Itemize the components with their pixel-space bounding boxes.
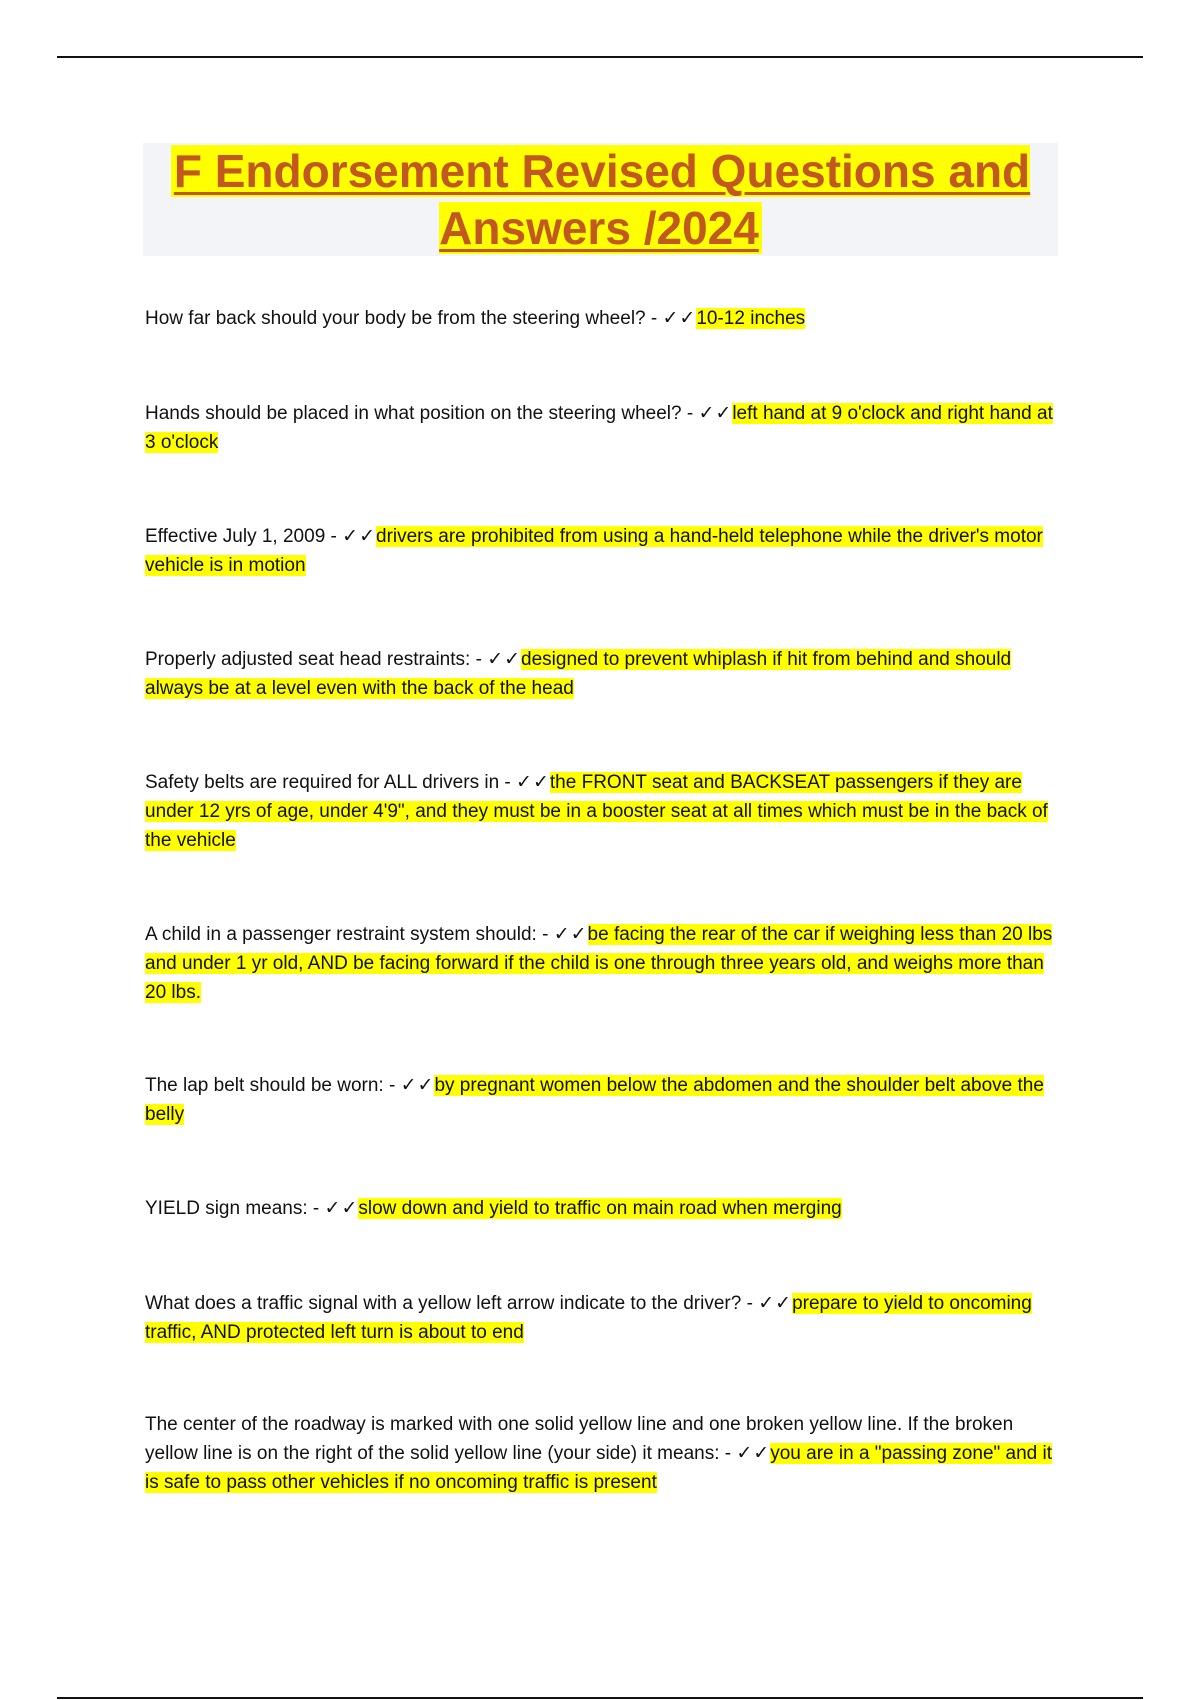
separator: -: [719, 1443, 737, 1464]
question-text: The center of the roadway is marked with one solid yellow line and one broken yellow line. If the broken yellow line is on the right of the solid yellow line (your side) it means:: [145, 1414, 1014, 1464]
separator: -: [536, 924, 554, 945]
check-mark-icon: ✓✓: [662, 308, 697, 329]
answer-text: left hand at 9 o'clock and right hand at 3 o'clock: [145, 403, 1053, 453]
check-mark-icon: ✓✓: [758, 1293, 793, 1314]
separator: -: [383, 1075, 401, 1096]
answer-text: 10-12 inches: [696, 308, 806, 329]
qa-item: [145, 522, 1055, 580]
question-text: YIELD sign means:: [145, 1198, 308, 1219]
qa-item: [145, 304, 1055, 333]
check-mark-icon: ✓✓: [553, 924, 588, 945]
answer-text: drivers are prohibited from using a hand-held telephone while the driver's motor vehicle is in motion: [145, 526, 1043, 576]
qa-item: [145, 1194, 1055, 1223]
separator: -: [741, 1293, 759, 1314]
separator: -: [325, 526, 343, 547]
answer-text: by pregnant women below the abdomen and the shoulder belt above the belly: [145, 1075, 1044, 1125]
answer-text: the FRONT seat and BACKSEAT passengers if they are under 12 yrs of age, under 4'9", and they must be in a booster seat at all times which must be in the back of the vehicle: [145, 772, 1048, 851]
separator: -: [307, 1198, 325, 1219]
separator: -: [499, 772, 517, 793]
answer-text: prepare to yield to oncoming traffic, AND protected left turn is about to end: [145, 1293, 1032, 1343]
answer-text: you are in a "passing zone" and it is safe to pass other vehicles if no oncoming traffic is present: [145, 1443, 1053, 1493]
question-text: Effective July 1, 2009: [145, 526, 326, 547]
question-text: Properly adjusted seat head restraints:: [145, 649, 471, 670]
question-text: A child in a passenger restraint system should:: [145, 924, 537, 945]
document-title: [143, 143, 1058, 257]
qa-item: [145, 1289, 1055, 1347]
qa-item: [145, 768, 1055, 855]
title-banner: [143, 143, 1058, 256]
check-mark-icon: ✓✓: [324, 1198, 359, 1219]
qa-item: [145, 645, 1055, 703]
check-mark-icon: ✓✓: [698, 403, 733, 424]
question-text: Safety belts are required for ALL drivers in: [145, 772, 500, 793]
qa-item: [145, 1410, 1055, 1497]
document-title-text: F Endorsement Revised Questions and Answers /2024: [171, 145, 1030, 254]
answer-text: slow down and yield to traffic on main road when merging: [358, 1198, 842, 1219]
answer-text: designed to prevent whiplash if hit from behind and should always be at a level even with the back of the head: [145, 649, 1012, 699]
top-rule: [57, 56, 1143, 58]
check-mark-icon: ✓✓: [487, 649, 522, 670]
question-text: The lap belt should be worn:: [145, 1075, 384, 1096]
answer-text: be facing the rear of the car if weighing less than 20 lbs and under 1 yr old, AND be facing forward if the child is one through three years old, and weighs more than 20 lbs.: [145, 924, 1053, 1003]
separator: -: [645, 308, 663, 329]
question-text: Hands should be placed in what position on the steering wheel?: [145, 403, 682, 424]
separator: -: [681, 403, 699, 424]
question-text: What does a traffic signal with a yellow left arrow indicate to the driver?: [145, 1293, 742, 1314]
qa-item: [145, 1071, 1055, 1129]
check-mark-icon: ✓✓: [400, 1075, 435, 1096]
check-mark-icon: ✓✓: [516, 772, 550, 793]
check-mark-icon: ✓✓: [342, 526, 376, 547]
qa-item: [145, 399, 1055, 457]
qa-item: [145, 920, 1055, 1007]
separator: -: [470, 649, 488, 670]
check-mark-icon: ✓✓: [736, 1443, 771, 1464]
bottom-rule: [57, 1697, 1143, 1699]
question-text: How far back should your body be from the steering wheel?: [145, 308, 646, 329]
